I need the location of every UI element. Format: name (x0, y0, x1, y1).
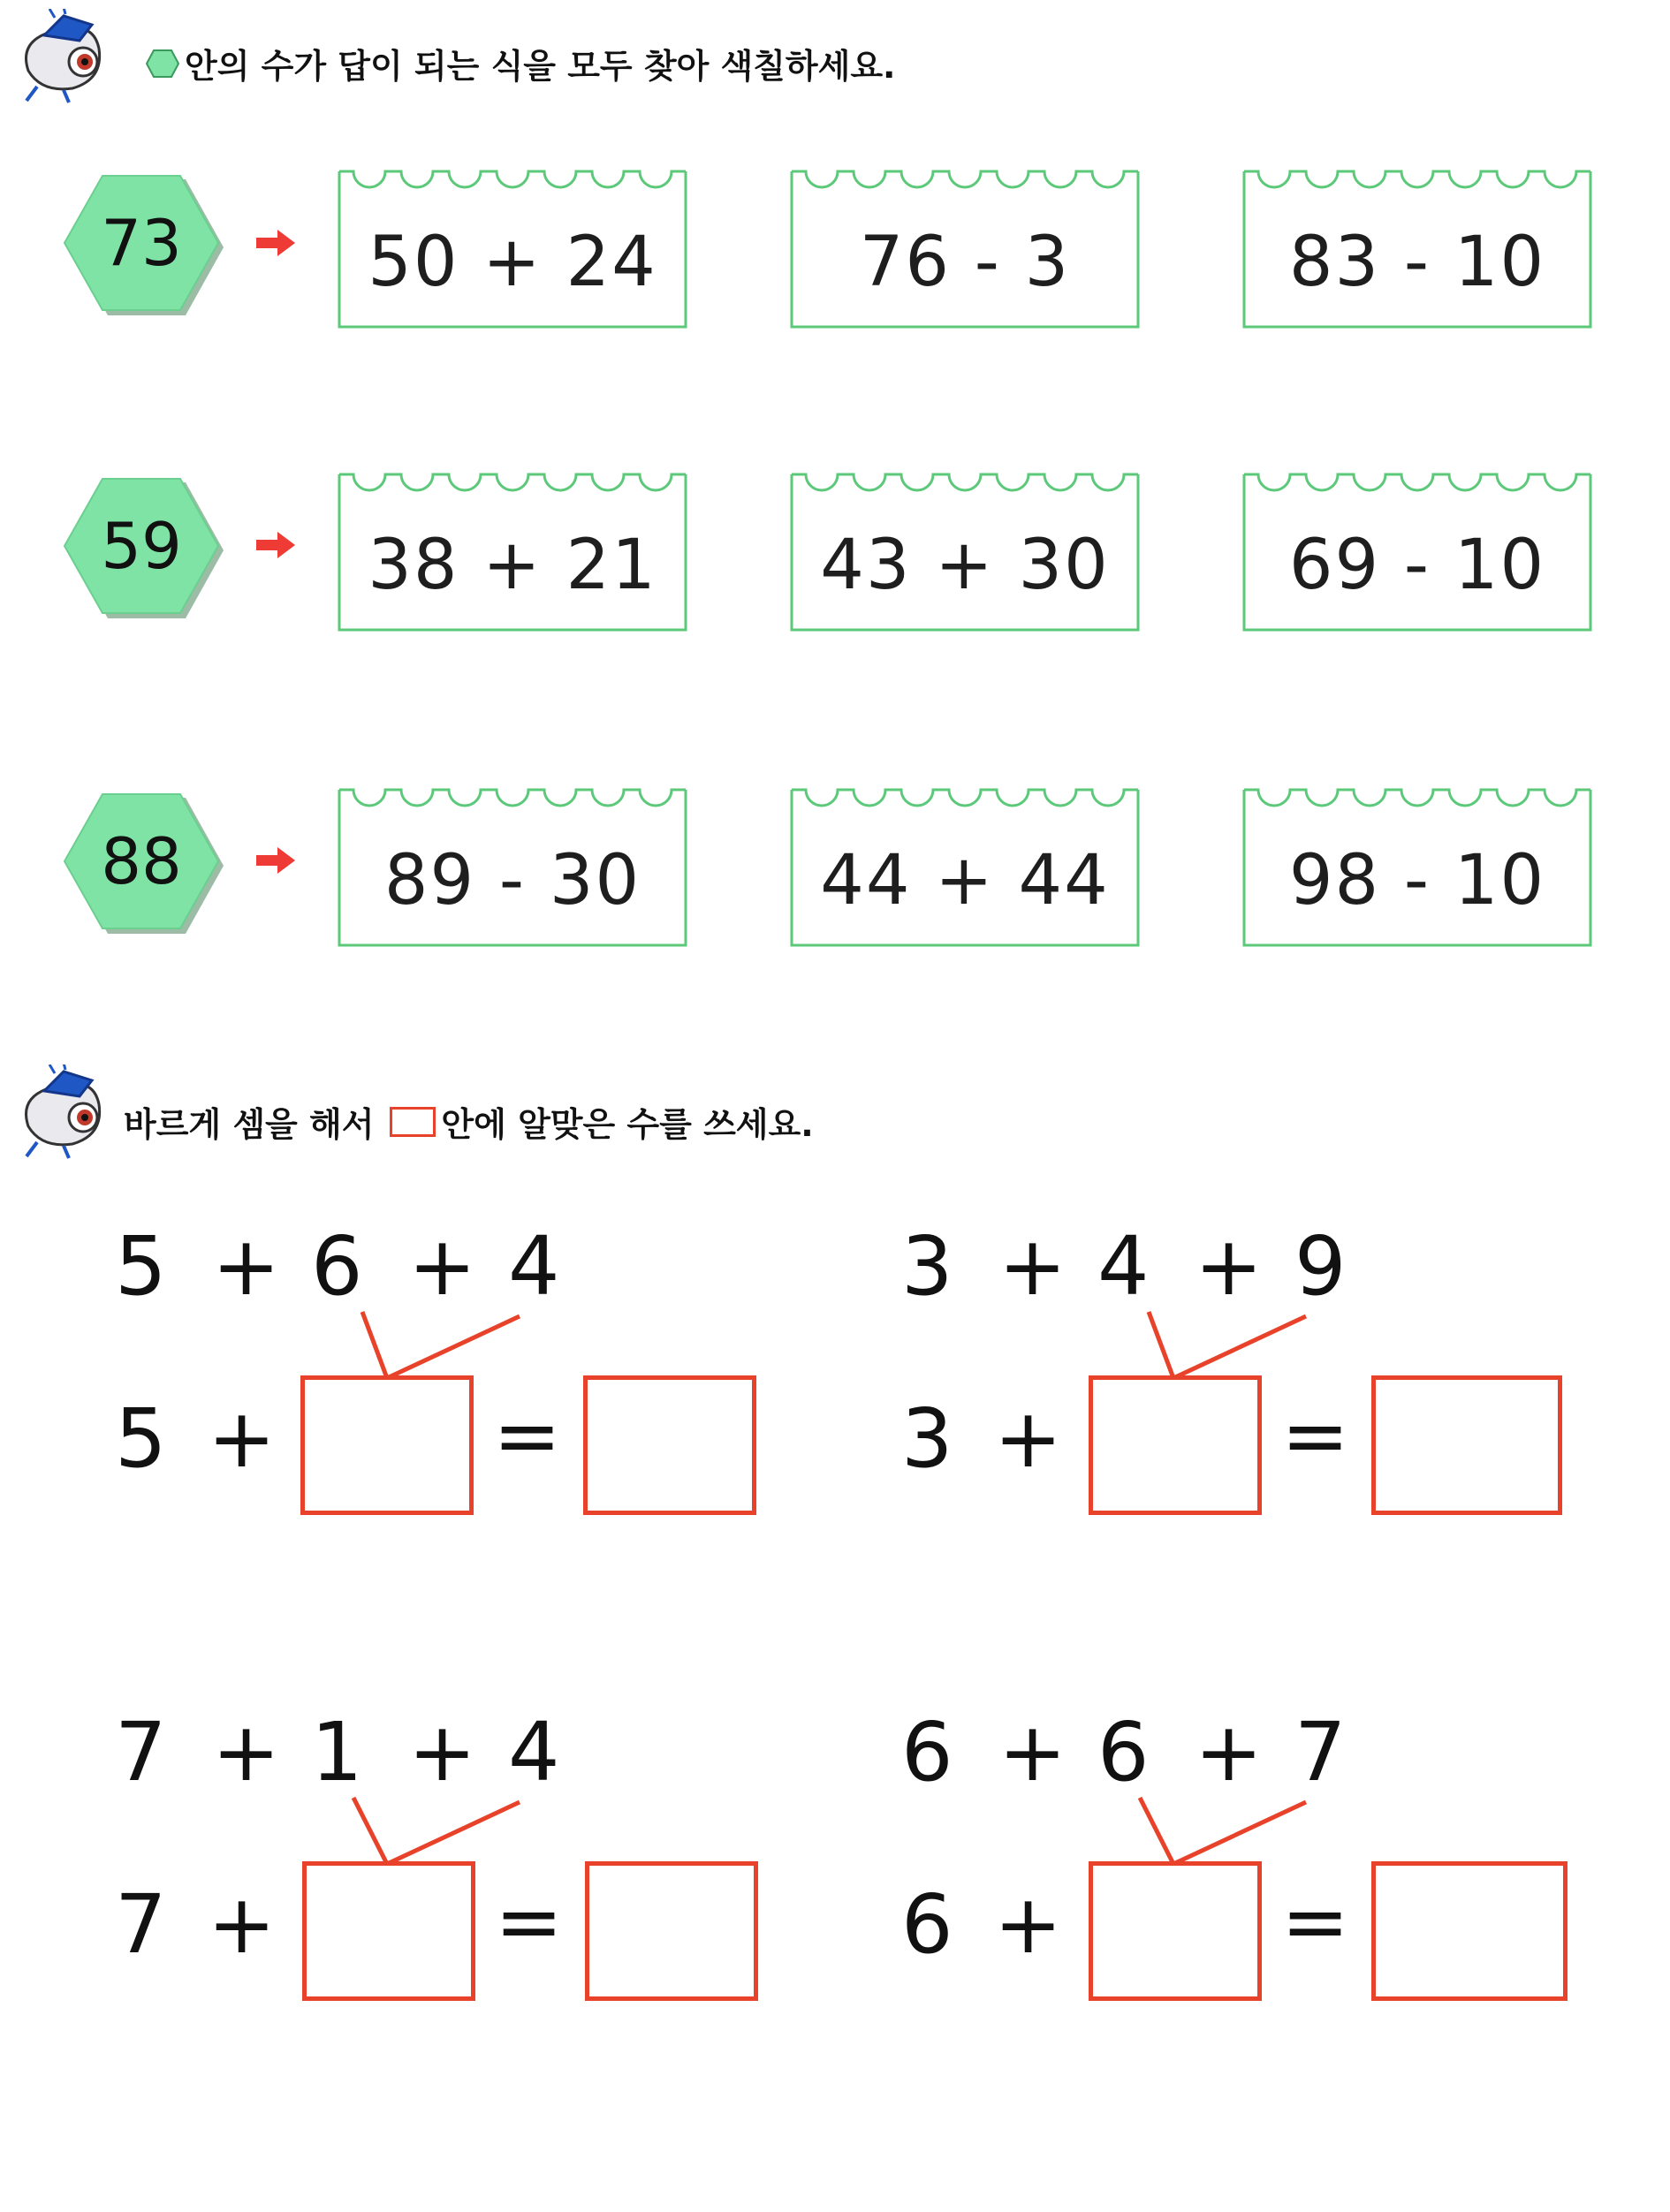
instruction-1 (146, 39, 896, 87)
instruction-2 (124, 1097, 814, 1146)
answer-box-total[interactable] (585, 1861, 758, 2001)
equation-text: 44 + 44 (820, 841, 1110, 920)
equation-card[interactable] (1242, 788, 1592, 947)
answer-box-icon (390, 1107, 436, 1137)
answer-box-total[interactable] (1371, 1375, 1562, 1515)
plus-sign: + (1195, 1705, 1264, 1799)
answer-box-partial[interactable] (1089, 1375, 1262, 1515)
plus-sign: + (998, 1705, 1067, 1799)
arrow-icon (254, 228, 297, 258)
plus-sign: + (998, 1219, 1067, 1314)
operand-a: 3 (901, 1391, 953, 1486)
instruction-1-text: 안의 수가 답이 되는 식을 모두 찾아 색칠하세요. (185, 47, 896, 86)
answer-box-partial[interactable] (1089, 1861, 1262, 2001)
plus-sign: + (994, 1877, 1063, 1972)
equation-text: 69 - 10 (1288, 526, 1546, 605)
arrow-icon (254, 845, 297, 875)
equation-card[interactable] (1242, 170, 1592, 329)
plus-sign: + (408, 1705, 477, 1799)
operand-b: 4 (1097, 1219, 1150, 1314)
equation-text: 76 - 3 (859, 223, 1071, 302)
operand-c: 7 (1294, 1705, 1347, 1799)
equation-text: 38 + 21 (368, 526, 657, 605)
plus-sign: + (208, 1877, 277, 1972)
plus-sign: + (208, 1391, 277, 1486)
operand-a: 6 (901, 1705, 953, 1799)
operand-a: 5 (115, 1219, 167, 1314)
mascot-icon (11, 1064, 117, 1162)
equals-sign: = (1281, 1389, 1350, 1483)
plus-sign: + (1195, 1219, 1264, 1314)
equation-text: 89 - 30 (383, 841, 641, 920)
equation-card[interactable] (790, 170, 1140, 329)
operand-b: 1 (311, 1705, 363, 1799)
equals-sign: = (1281, 1875, 1350, 1969)
answer-box-partial[interactable] (302, 1861, 475, 2001)
equation-card[interactable] (790, 473, 1140, 632)
equation-text: 83 - 10 (1288, 223, 1546, 302)
mascot-icon (11, 9, 117, 106)
answer-box-total[interactable] (583, 1375, 756, 1515)
equals-sign: = (493, 1389, 562, 1483)
equation-card[interactable] (1242, 473, 1592, 632)
addition-problem (892, 1219, 1599, 1537)
equation-card[interactable] (790, 788, 1140, 947)
operand-a: 6 (901, 1877, 953, 1972)
operand-a: 7 (115, 1705, 167, 1799)
operand-c: 9 (1294, 1219, 1347, 1314)
equals-sign: = (495, 1875, 564, 1969)
equation-text: 43 + 30 (820, 526, 1110, 605)
instruction-2-text-after: 안에 알맞은 수를 쓰세요. (441, 1105, 814, 1144)
target-number: 88 (101, 824, 182, 898)
operand-c: 4 (508, 1705, 560, 1799)
equation-text: 98 - 10 (1288, 841, 1546, 920)
equation-text: 50 + 24 (368, 223, 657, 302)
addition-problem (106, 1219, 813, 1537)
operand-b: 6 (1097, 1705, 1150, 1799)
instruction-2-text-before: 바르게 셈을 해서 (124, 1105, 375, 1144)
equation-card[interactable] (338, 170, 687, 329)
plus-sign: + (408, 1219, 477, 1314)
arrow-icon (254, 530, 297, 560)
operand-a: 3 (901, 1219, 953, 1314)
operand-a: 7 (115, 1877, 167, 1972)
operand-a: 5 (115, 1391, 167, 1486)
plus-sign: + (994, 1391, 1063, 1486)
equation-card[interactable] (338, 788, 687, 947)
operand-c: 4 (508, 1219, 560, 1314)
plus-sign: + (212, 1705, 281, 1799)
target-number: 73 (101, 206, 182, 280)
addition-problem (106, 1705, 813, 2023)
hexagon-icon (146, 49, 179, 78)
addition-problem (892, 1705, 1599, 2023)
equation-card[interactable] (338, 473, 687, 632)
answer-box-total[interactable] (1371, 1861, 1568, 2001)
target-number: 59 (101, 509, 182, 583)
operand-b: 6 (311, 1219, 363, 1314)
answer-box-partial[interactable] (300, 1375, 474, 1515)
plus-sign: + (212, 1219, 281, 1314)
